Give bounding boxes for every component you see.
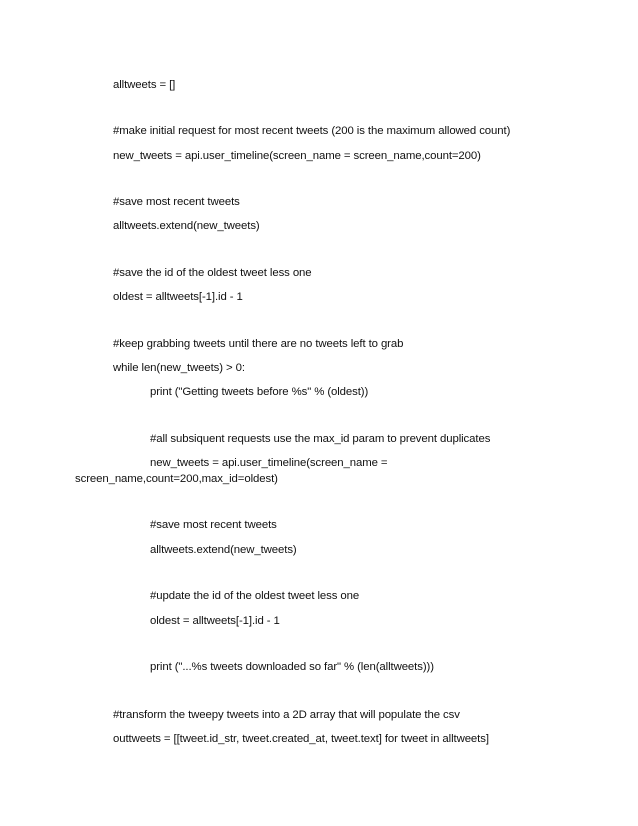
code-line: alltweets.extend(new_tweets): [113, 220, 260, 232]
code-comment: #save most recent tweets: [113, 196, 240, 208]
code-comment: #update the id of the oldest tweet less one: [150, 590, 360, 602]
code-comment: #save most recent tweets: [150, 519, 277, 531]
code-comment: #all subsiquent requests use the max_id param to prevent duplicates: [150, 433, 491, 445]
code-line: new_tweets = api.user_timeline(screen_name = screen_name,count=200): [113, 150, 481, 162]
code-line: oldest = alltweets[-1].id - 1: [113, 291, 243, 303]
code-comment: #transform the tweepy tweets into a 2D array that will populate the csv: [113, 709, 460, 721]
code-line: print ("Getting tweets before %s" % (oldest)): [150, 386, 369, 398]
code-line: oldest = alltweets[-1].id - 1: [150, 615, 280, 627]
code-line: print ("...%s tweets downloaded so far" % (len(alltweets))): [150, 661, 434, 673]
code-line: alltweets.extend(new_tweets): [150, 544, 297, 556]
code-line: alltweets = []: [113, 79, 176, 91]
code-line: while len(new_tweets) > 0:: [113, 362, 245, 374]
code-comment: #save the id of the oldest tweet less one: [113, 267, 312, 279]
code-line: new_tweets = api.user_timeline(screen_name =: [150, 457, 388, 469]
code-comment: #keep grabbing tweets until there are no tweets left to grab: [113, 338, 404, 350]
code-comment: #make initial request for most recent tweets (200 is the maximum allowed count): [113, 125, 511, 137]
code-line: outtweets = [[tweet.id_str, tweet.created_at, tweet.text] for tweet in alltweets]: [113, 733, 489, 745]
code-line-wrapped: screen_name,count=200,max_id=oldest): [75, 473, 278, 485]
